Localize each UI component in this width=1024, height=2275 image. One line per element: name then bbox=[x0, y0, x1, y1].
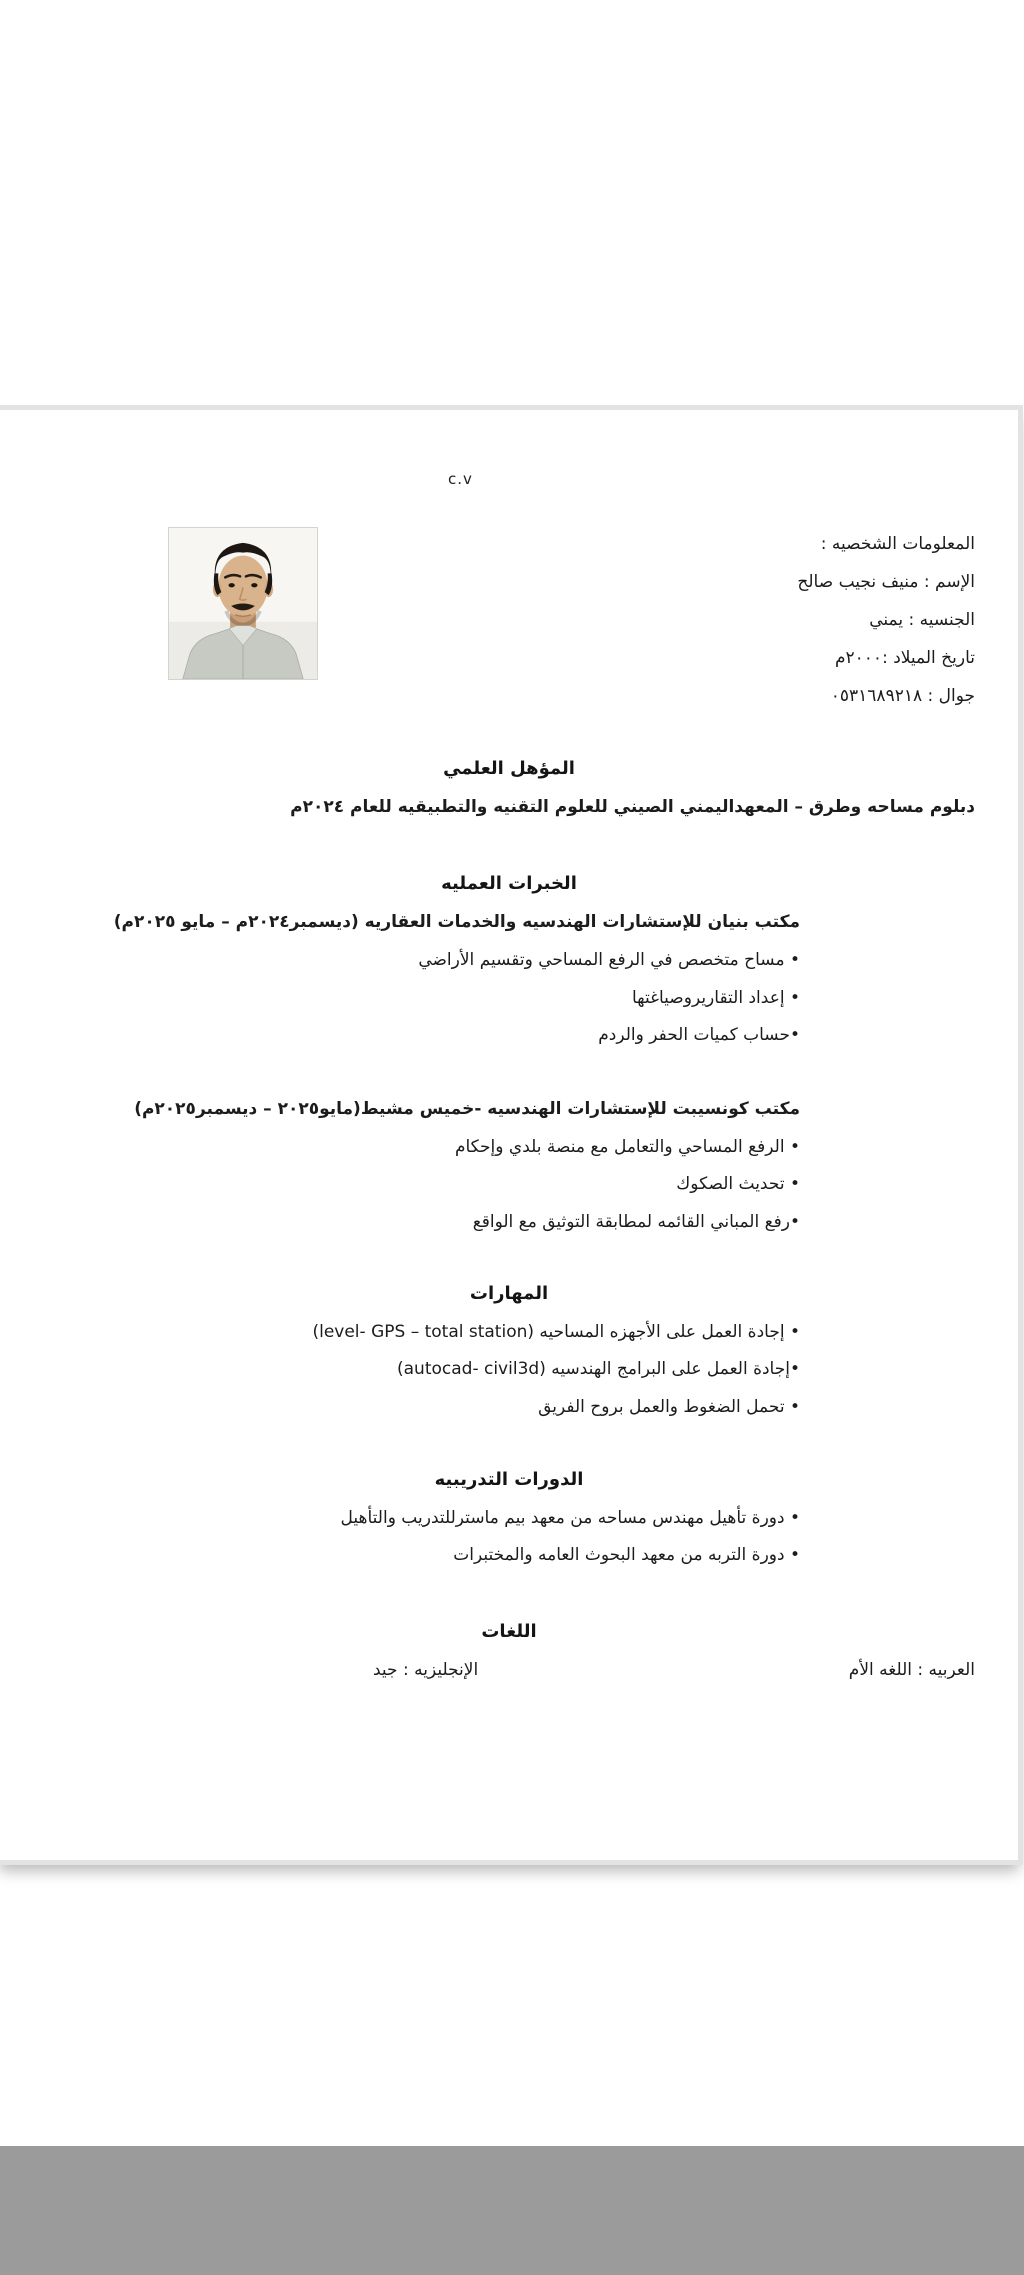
android-navigation-bar bbox=[0, 2146, 1024, 2275]
skill-bullet: • تحمل الضغوط والعمل بروح الفريق bbox=[538, 1397, 800, 1417]
portrait-photo bbox=[168, 527, 318, 680]
personal-birthdate: تاريخ الميلاد :٢٠٠٠م bbox=[835, 648, 975, 668]
cv-title: c.v bbox=[448, 470, 473, 488]
languages-heading: اللغات bbox=[481, 1621, 537, 1642]
skill-bullet: •إجادة العمل على البرامج الهندسيه (autocad- civil3d) bbox=[397, 1359, 800, 1379]
education-heading: المؤهل العلمي bbox=[443, 758, 575, 779]
personal-nationality: الجنسيه : يمني bbox=[869, 610, 975, 630]
skill-bullet: • إجادة العمل على الأجهزه المساحيه (level- GPS – total station) bbox=[312, 1322, 800, 1342]
language-arabic: العربيه : اللغه الأم bbox=[848, 1660, 975, 1680]
personal-info-heading: المعلومات الشخصيه : bbox=[820, 534, 975, 554]
job-title: مكتب كونسيبت للإستشارات الهندسيه -خميس مشيط(مايو٢٠٢٥ – ديسمبر٢٠٢٥م) bbox=[134, 1099, 800, 1119]
personal-mobile: جوال : ٠٥٣١٦٨٩٢١٨ bbox=[830, 686, 975, 706]
job-title: مكتب بنيان للإستشارات الهندسيه والخدمات العقاريه (ديسمبر٢٠٢٤م – مايو ٢٠٢٥م) bbox=[113, 912, 800, 932]
personal-name: الإسم : منيف نجيب صالح bbox=[797, 572, 975, 592]
skills-heading: المهارات bbox=[469, 1283, 549, 1304]
education-line: دبلوم مساحه وطرق – المعهداليمني الصيني للعلوم التقنيه والتطبيقيه للعام ٢٠٢٤م bbox=[290, 797, 975, 817]
job-bullet: •رفع المباني القائمه لمطابقة التوثيق مع الواقع bbox=[472, 1212, 800, 1232]
job-bullet: • إعداد التقاريروصياغتها bbox=[631, 988, 800, 1008]
course-bullet: • دورة التربه من معهد البحوث العامه والمختبرات bbox=[453, 1545, 800, 1565]
job-bullet: • تحديث الصكوك bbox=[676, 1174, 800, 1194]
courses-heading: الدورات التدريبيه bbox=[434, 1469, 584, 1490]
document-page[interactable] bbox=[0, 410, 1018, 1860]
portrait-photo-graphic bbox=[169, 528, 317, 679]
language-english: الإنجليزيه : جيد bbox=[373, 1660, 479, 1680]
job-bullet: • مساح متخصص في الرفع المساحي وتقسيم الأراضي bbox=[418, 950, 800, 970]
course-bullet: • دورة تأهيل مهندس مساحه من معهد بيم ماسترللتدريب والتأهيل bbox=[340, 1508, 800, 1528]
experience-heading: الخبرات العمليه bbox=[441, 873, 577, 894]
job-bullet: • الرفع المساحي والتعامل مع منصة بلدي وإحكام bbox=[454, 1137, 800, 1157]
job-bullet: •حساب كميات الحفر والردم bbox=[598, 1025, 800, 1045]
